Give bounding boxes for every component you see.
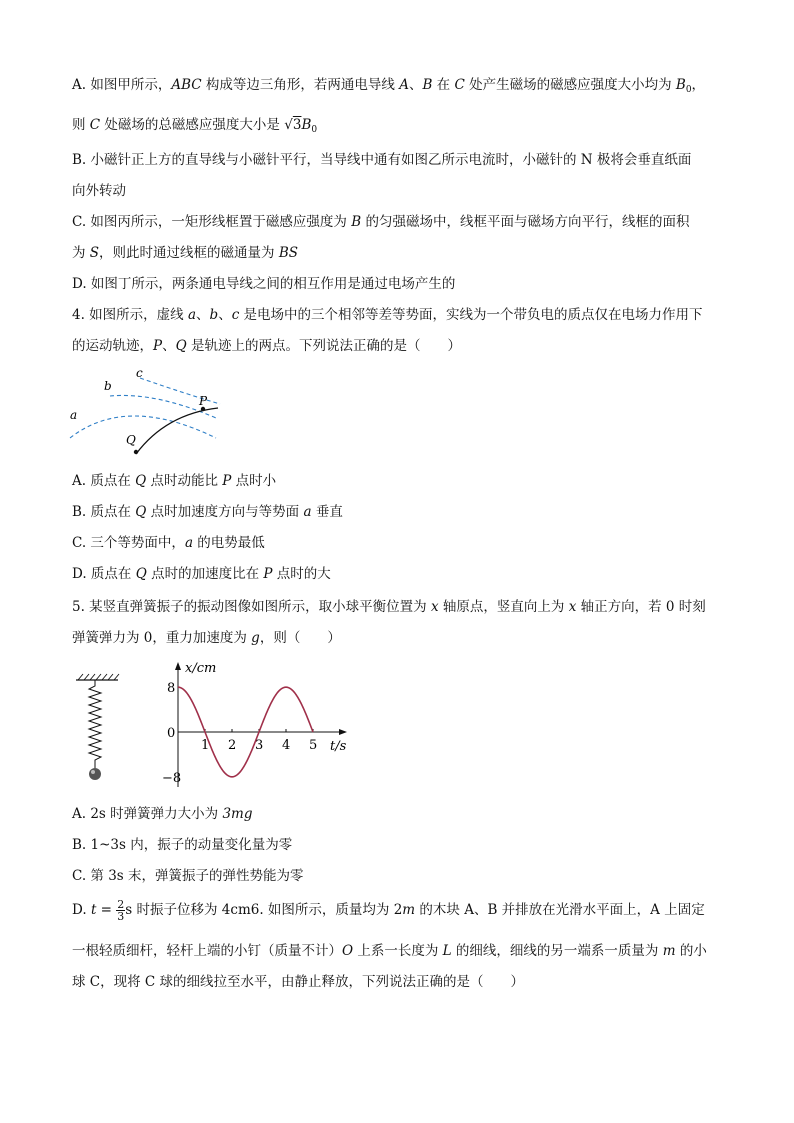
text: C. 如图丙所示，一矩形线框置于磁感应强度为 bbox=[72, 214, 352, 230]
q4-option-a bbox=[72, 472, 276, 490]
math-b: b bbox=[209, 307, 219, 323]
text: B. 质点在 bbox=[72, 504, 136, 520]
q4-stem-line2 bbox=[72, 337, 461, 355]
q4-stem-line1 bbox=[72, 306, 703, 324]
math-bs: BS bbox=[278, 245, 299, 261]
text: ， bbox=[691, 77, 706, 93]
math-a: a bbox=[187, 307, 197, 323]
q3-option-b-line2: 向外转动 bbox=[72, 183, 126, 199]
y-axis-label-text: x/cm bbox=[185, 661, 217, 676]
text: 弹簧弹力为 0，重力加速度为 bbox=[72, 630, 252, 646]
x-tick-label: 1 bbox=[201, 738, 210, 753]
text: 的小 bbox=[675, 943, 707, 959]
sqrt-radicand: 3 bbox=[292, 117, 302, 133]
x-axis-arrow bbox=[339, 729, 347, 735]
math-t: t bbox=[90, 902, 97, 918]
sqrt-symbol: √ bbox=[284, 117, 293, 133]
text: 在 bbox=[432, 77, 455, 93]
text: 的细线，细线的另一端系一质量为 bbox=[451, 943, 663, 959]
ball bbox=[89, 768, 101, 780]
text: 的匀强磁场中，线框平面与磁场方向平行，线框的面积 bbox=[361, 214, 690, 230]
trajectory bbox=[136, 408, 218, 454]
text: 为 bbox=[72, 245, 90, 261]
x-tick-label: 3 bbox=[255, 738, 264, 753]
text: 轴原点，竖直向上为 bbox=[438, 599, 569, 615]
q3-option-a-line2 bbox=[72, 116, 317, 139]
text: 是轨迹上的两点。下列说法正确的是（ ） bbox=[186, 338, 461, 354]
q3-option-c-line2 bbox=[72, 244, 298, 262]
fraction-denominator: 3 bbox=[117, 910, 125, 923]
math-q: Q bbox=[135, 504, 147, 520]
math-a: A bbox=[399, 77, 409, 93]
math-3mg: 3mg bbox=[222, 806, 253, 822]
math-c: C bbox=[454, 77, 465, 93]
text: 、 bbox=[162, 338, 176, 354]
spring-coil bbox=[89, 680, 101, 768]
text: 点时的加速度比在 bbox=[146, 566, 264, 582]
math-m: m bbox=[662, 943, 676, 959]
y-axis-label bbox=[185, 661, 216, 676]
text: 则 bbox=[72, 117, 90, 133]
math-p: P bbox=[263, 566, 273, 582]
subscript: 0 bbox=[685, 85, 692, 95]
x-tick-label: 2 bbox=[228, 738, 237, 753]
q6-stem-line2 bbox=[72, 942, 707, 960]
text: D. bbox=[72, 902, 91, 918]
q6-stem-line3: 球 C，现将 C 球的细线拉至水平，由静止释放，下列说法正确的是（ ） bbox=[72, 974, 525, 990]
q3-option-a-line1 bbox=[72, 76, 705, 99]
ticks-layer bbox=[162, 681, 317, 786]
math-l: L bbox=[442, 943, 452, 959]
text: 的运动轨迹， bbox=[72, 338, 153, 354]
q5-option-a bbox=[72, 805, 252, 823]
q3-option-d: D. 如图丁所示，两条通电导线之间的相互作用是通过电场产生的 bbox=[72, 276, 456, 292]
text: C. 三个等势面中， bbox=[72, 535, 185, 551]
math-b0: B bbox=[301, 117, 312, 133]
math-q: Q bbox=[135, 473, 147, 489]
text: 上系一长度为 bbox=[353, 943, 443, 959]
label-b: b bbox=[104, 379, 112, 393]
math-s: S bbox=[89, 245, 100, 261]
math-b: B bbox=[422, 77, 433, 93]
q4-equipotential-figure bbox=[66, 364, 231, 464]
math-p: P bbox=[222, 473, 232, 489]
label-q: Q bbox=[126, 433, 136, 447]
text: 轴正方向，若 0 时刻 bbox=[576, 599, 706, 615]
math-g: g bbox=[251, 630, 260, 646]
q4-option-c bbox=[72, 534, 265, 552]
q4-option-b bbox=[72, 503, 343, 521]
text: 点时动能比 bbox=[146, 473, 223, 489]
subscript: 0 bbox=[311, 125, 318, 135]
text: A. 如图甲所示， bbox=[72, 77, 172, 93]
spring-oscillator-figure bbox=[70, 668, 122, 786]
text: 、 bbox=[408, 77, 423, 93]
text: D. 质点在 bbox=[72, 566, 136, 582]
y-axis-arrow bbox=[175, 662, 181, 670]
label-a: a bbox=[70, 408, 78, 422]
text: 构成等边三角形，若两通电导线 bbox=[201, 77, 400, 93]
math-o: O bbox=[342, 943, 354, 959]
x-axis-label: t/s bbox=[330, 739, 347, 754]
q5-option-d-line bbox=[72, 897, 705, 923]
text: = bbox=[96, 902, 117, 918]
text: s 时振子位移为 4cm6. 如图所示，质量均为 2 bbox=[125, 902, 403, 918]
text: 的电势最低 bbox=[193, 535, 265, 551]
math-x: x bbox=[430, 599, 439, 615]
math-a: a bbox=[303, 504, 312, 520]
q5-stem-line1 bbox=[72, 598, 706, 616]
math-b0: B bbox=[675, 77, 686, 93]
text: 处产生磁场的磁感应强度大小均为 bbox=[464, 77, 676, 93]
text: 、 bbox=[196, 307, 210, 323]
q5-stem-line2 bbox=[72, 629, 341, 647]
label-p: P bbox=[199, 394, 208, 408]
text: 点时小 bbox=[231, 473, 277, 489]
fraction-numerator: 2 bbox=[117, 898, 125, 911]
text: 垂直 bbox=[311, 504, 343, 520]
math-c: C bbox=[89, 117, 101, 133]
point-q bbox=[134, 450, 138, 454]
y-tick-label: 8 bbox=[167, 681, 176, 697]
text: 4. 如图所示，虚线 bbox=[72, 307, 188, 323]
text: 是电场中的三个相邻等差等势面，实线为一个带负电的质点仅在电场力作用下 bbox=[239, 307, 703, 323]
vibration-chart bbox=[150, 655, 360, 790]
text: 的木块 A、B 并排放在光滑水平面上，A 上固定 bbox=[415, 902, 705, 918]
text: 一根轻质细杆，轻杆上端的小钉（质量不计） bbox=[72, 943, 342, 959]
x-tick-label: 4 bbox=[282, 738, 291, 753]
math-b: B bbox=[351, 214, 362, 230]
math-x: x bbox=[568, 599, 577, 615]
equipotential-c bbox=[140, 378, 220, 404]
text: A. 质点在 bbox=[72, 473, 136, 489]
text: ，则（ ） bbox=[259, 630, 341, 646]
text: ，则此时通过线框的磁通量为 bbox=[99, 245, 279, 261]
y-tick-label: −8 bbox=[162, 770, 182, 786]
q4-option-d bbox=[72, 565, 331, 583]
text: 5. 某竖直弹簧振子的振动图像如图所示，取小球平衡位置为 bbox=[72, 599, 431, 615]
q5-option-c: C. 第 3s 末，弹簧振子的弹性势能为零 bbox=[72, 868, 304, 884]
math-q: Q bbox=[175, 338, 187, 354]
math-q: Q bbox=[135, 566, 147, 582]
ball-highlight bbox=[91, 770, 95, 774]
math-m: m bbox=[402, 902, 416, 918]
text: 处磁场的总磁感应强度大小是 bbox=[100, 117, 285, 133]
text: 点时的大 bbox=[272, 566, 331, 582]
equipotential-a bbox=[70, 416, 216, 438]
math-c: c bbox=[231, 307, 240, 323]
q3-option-b-line1: B. 小磁针正上方的直导线与小磁针平行，当导线中通有如图乙所示电流时，小磁针的 N 极将会垂直纸面 bbox=[72, 152, 692, 168]
label-c: c bbox=[136, 366, 143, 380]
q5-option-b: B. 1~3s 内，振子的动量变化量为零 bbox=[72, 837, 293, 853]
ceiling-hatch bbox=[78, 674, 119, 680]
y-tick-label: 0 bbox=[167, 726, 176, 741]
math-p: P bbox=[153, 338, 163, 354]
math-a: a bbox=[184, 535, 193, 551]
x-tick-label: 5 bbox=[309, 738, 318, 753]
text: 点时加速度方向与等势面 bbox=[146, 504, 304, 520]
q3-option-c-line1 bbox=[72, 213, 689, 231]
text: 、 bbox=[218, 307, 232, 323]
fraction-2-3 bbox=[116, 899, 125, 922]
text: A. 2s 时弹簧弹力大小为 bbox=[72, 806, 223, 822]
math-abc: ABC bbox=[171, 77, 202, 93]
